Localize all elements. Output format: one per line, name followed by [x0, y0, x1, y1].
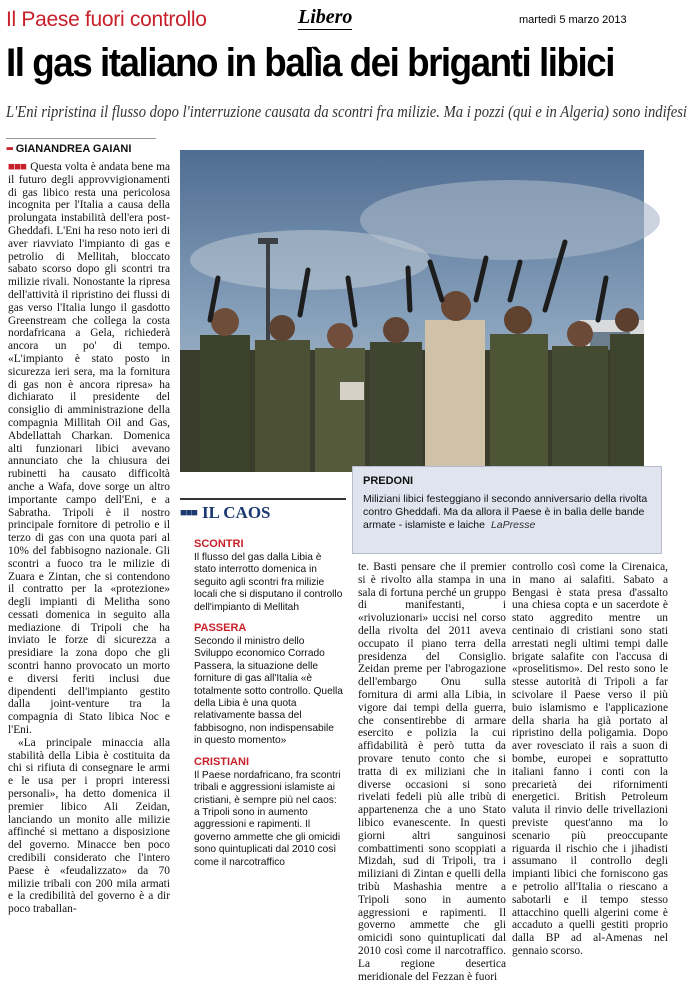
sidebox-content	[194, 538, 344, 877]
sidebox-heading-cristiani: CRISTIANI	[194, 755, 249, 768]
article-subhead: L'Eni ripristina il flusso dopo l'interruzione causata da scontri fra milizie. Ma i pozzi (qui e in Algeria) sono indifesi	[6, 102, 687, 121]
paragraph-text: Questa volta è andata bene ma il futuro degli approvvigionamenti di gas libico resta una pericolosa incognita per l'Italia a causa della prolungata instabilità dell'era post-Gheddafi. L'Eni ha reso noto ieri di aver riavviato l'impianto di gas e petrolio di Mellitah, bloccato sabato scorso dopo gli scontri tra milizie rivali. Nonostante la ripresa dell'attività il ripristino dei flussi di gas verso l'Italia lungo il gasdotto Greenstream che collega la costa nordafricana a Gela, richiederà ancora un po' di tempo. «L'impianto è stato posto in sicurezza ieri sera, ma la fornitura di gas non è ancora ripresa» ha dichiarato il presidente del consiglio di amministrazione della compagnia Millitah Oil and Gas, Abdellattah Charkan. Domenica alti funzionari libici avevano annunciato che la chiusura dei rubinetti ha causato difficoltà anche a Wafa, dove sorge un altro importante campo dell'Eni, e a Sabratha. Tripoli è il nostro principale fornitore di petrolio e il terzo di gas con una quota pari al 10% del fabbisogno nazionale. Gli scontri a fuoco tra le milizie di Zuara e Zintan, che si contendono il contratto per la «protezione» degli impianti di Melitha sono cessati domenica in seguito alla mediazione di Tripoli che ha inviato le forze di sicurezza a presidiare la zona dopo che gli scontri hanno provocato un morto e diversi feriti inclusi due dipendenti dell'impianto gestito dalla joint-venture tra la compagnia di Stato libica Noc e l'Eni.	[8, 161, 171, 737]
author-name: GIANANDREA GAIANI	[15, 143, 132, 155]
photo-credit: LaPresse	[490, 519, 536, 531]
newspaper-masthead: Libero	[298, 6, 353, 28]
photo-caption-box	[352, 466, 662, 554]
article-paragraph: te. Basti pensare che il premier si è rivolto alla stampa in una sala di fortuna perché un gruppo di manifestanti, i «rivoluzionari» uccisi nel corso della rivolta del 2011 aveva occupato il piano terra della presidenza del Consiglio. Zeidan preme per l'abrogazione dell'embargo Onu sulla fornitura di armi alla Libia, in vigore dai tempi della guerra, che consentirebbe di armare esercito e polizia la cui affidabilità è però tutta da provare tenuto conto che si tratta di ex miliziani che in diverse occasioni si sono rivelati fedeli più alle tribù di appartenenza che a uno Stato libico evanescente. In questi giorni altri sanguinosi combattimenti sono scoppiati a Mizdah, sud di Tripoli, tra i miliziani di Zintan e quelli della tribù Mashashia mentre a Tripoli sono in aumento aggressioni e rapimenti. Il governo ammette che gli omicidi sono quintuplicati dal 2010 così come il narcotraffico. La regione desertica meridionale del Fezzan è fuori	[358, 561, 506, 983]
article-paragraph	[8, 161, 170, 737]
sidebox-heading-scontri: SCONTRI	[194, 538, 244, 550]
article-paragraph: controllo così come la Cirenaica, in mano ai salafiti. Sabato a Bengasi è stata presa d'assalto una chiesa copta e un sacerdote è stato aggredito mentre un centinaio di cristiani sono stati arrestati negli ultimi tempi dalle brigate salafite con l'accusa di «proselitismo». Del resto sono le stesse autorità di Tripoli a far scivolare il Paese verso il più buio islamismo e l'applicazione della sharia ha già portato al ripristino della poligamia. Dopo aver rovesciato il raìs a suon di bombe, europei e soprattutto italiani fanno i conti con la precarietà dei rifornimenti energetici. British Petroleum valuta il rinvio delle trivellazioni previste quest'anno ma lo scenario più preoccupante riguarda il rischio che i jihadisti assumano il controllo degli impianti libici che forniscono gas e petrolio all'Italia o riescano a sabotarli e il tempo stesso attacchino quelli algerini come è accaduto a quelli gestiti proprio dalla BP ad al-Amenas nel gennaio scorso.	[512, 561, 668, 957]
caption-text	[363, 493, 651, 532]
sidebox-body-scontri: Il flusso del gas dalla Libia è stato interrotto domenica in seguito agli scontri fra milizie locali che si disputano il controllo dell'impianto di Mellitah	[194, 552, 343, 613]
sidebox-top-rule	[180, 498, 346, 500]
sidebox-body-passera: Secondo il ministro dello Sviluppo economico Corrado Passera, la situazione delle forniture di gas all'Italia «è totalmente sotto controllo. Quella della Libia è una quota relativamente bassa del fabbisogno, non indispensabile in questo momento»	[194, 636, 343, 747]
issue-date: martedì 5 marzo 2013	[519, 14, 627, 26]
article-column-3	[358, 561, 506, 983]
sidebox-marker-icon: ■■■	[180, 507, 197, 519]
byline	[6, 143, 131, 155]
militia-photo-illustration	[180, 150, 644, 472]
sidebox-title: IL CAOS	[202, 503, 271, 522]
caption-title: PREDONI	[363, 475, 414, 487]
article-photo	[180, 150, 644, 472]
lead-marker: ■■■	[8, 161, 27, 173]
article-paragraph: «La principale minaccia alla stabilità della Libia è costituita da chi si rifiuta di consegnare le armi e le usa per i propri interessi personali», ha detto domenica il premier libico Ali Zeidan, lanciando un monito alle milizie affinché si mettano a disposizione del governo. Minacce ben poco credibili considerato che l'intero Paese è «feudalizzato» da 70 milizie tribali con 200 mila armati e la credibilità del governo è a dir poco traballan-	[8, 736, 170, 916]
sidebox-header	[180, 503, 346, 523]
caption-body: Miliziani libici festeggiano il secondo anniversario della rivolta contro Gheddafi. Ma da allora il Paese è in balìa delle bande armate - islamiste e laiche	[363, 493, 648, 531]
sidebox-body-cristiani: Il Paese nordafricano, fra scontri tribali e aggressioni islamiste ai cristiani, è sempre più nel caos: a Tripoli sono in aumento aggressioni e rapimenti. Il governo ammette che gli omicidi sono quintuplicati dal 2010 così come il narcotraffico	[194, 769, 341, 868]
article-column-1	[8, 161, 170, 955]
sidebox-heading-passera: PASSERA	[194, 622, 247, 635]
byline-divider	[6, 138, 156, 139]
article-column-4	[512, 561, 668, 955]
byline-marker-icon: ▪▪▪	[6, 143, 12, 155]
section-kicker: Il Paese fuori controllo	[6, 8, 207, 31]
article-headline: Il gas italiano in balìa dei briganti libici	[6, 41, 614, 85]
